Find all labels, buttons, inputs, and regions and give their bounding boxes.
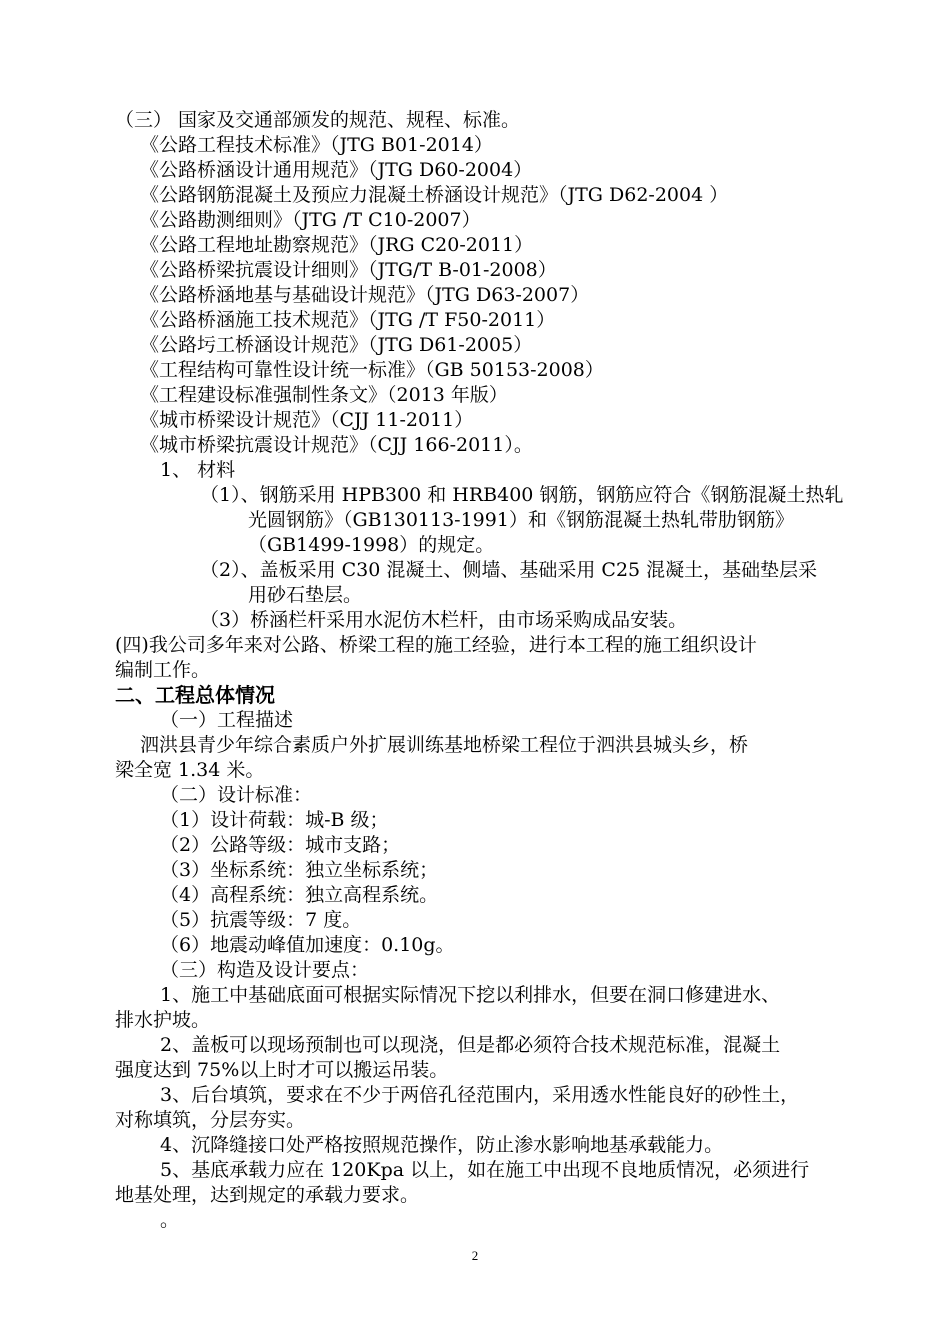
- standard-ref: 《工程结构可靠性设计统一标准》（GB 50153-2008）: [140, 359, 604, 381]
- design-point-cont: 对称填筑，分层夯实。: [115, 1109, 306, 1131]
- subsection-heading: （三）构造及设计要点：: [160, 959, 370, 981]
- materials-item: （3）桥涵栏杆采用水泥仿木栏杆，由市场采购成品安装。: [200, 609, 688, 631]
- design-point-cont: 强度达到 75%以上时才可以搬运吊装。: [115, 1059, 449, 1081]
- standard-ref: 《公路工程技术标准》（JTG B01-2014）: [140, 134, 493, 156]
- standard-ref: 《工程建设标准强制性条文》（2013 年版）: [140, 384, 508, 406]
- design-standard-item: （6）地震动峰值加速度：0.10g。: [160, 934, 455, 956]
- materials-item-cont: 用砂石垫层。: [248, 584, 363, 606]
- section-paragraph-cont: 编制工作。: [115, 659, 211, 681]
- materials-item: （2）、盖板采用 C30 混凝土、侧墙、基础采用 C25 混凝土，基础垫层采: [200, 559, 818, 581]
- subsection-heading: （一）工程描述: [160, 709, 294, 731]
- standard-ref: 《公路圬工桥涵设计规范》（JTG D61-2005）: [140, 334, 533, 356]
- body-paragraph-cont: 梁全宽 1.34 米。: [115, 759, 265, 781]
- standard-ref: 《公路工程地址勘察规范》（JRG C20-2011）: [140, 234, 534, 256]
- chapter-heading: 二、工程总体情况: [115, 683, 275, 707]
- design-standard-item: （2）公路等级：城市支路；: [160, 834, 401, 856]
- standard-ref: 《城市桥梁设计规范》（CJJ 11-2011）: [140, 409, 474, 431]
- design-point-cont: 地基处理，达到规定的承载力要求。: [115, 1184, 420, 1206]
- standard-ref: 《公路桥涵设计通用规范》（JTG D60-2004）: [140, 159, 533, 181]
- body-paragraph: 泗洪县青少年综合素质户外扩展训练基地桥梁工程位于泗洪县城头乡，桥: [140, 734, 749, 756]
- subsection-heading: （二）设计标准：: [160, 784, 313, 806]
- section-heading-3: （三） 国家及交通部颁发的规范、规程、标准。: [115, 109, 521, 131]
- page-number: 2: [471, 1248, 479, 1263]
- materials-item-cont: （GB1499-1998）的规定。: [248, 534, 495, 556]
- design-point: 5、基底承载力应在 120Kpa 以上，如在施工中出现不良地质情况，必须进行: [160, 1159, 810, 1181]
- design-point: 4、沉降缝接口处严格按照规范操作，防止渗水影响地基承载能力。: [160, 1134, 724, 1156]
- design-point: 1、施工中基础底面可根据实际情况下挖以利排水，但要在洞口修建进水、: [160, 984, 781, 1006]
- design-point: 3、后台填筑，要求在不少于两倍孔径范围内，采用透水性能良好的砂性土，: [160, 1084, 800, 1106]
- design-standard-item: （3）坐标系统：独立坐标系统；: [160, 859, 439, 881]
- materials-item-cont: 光圆钢筋》（GB130113-1991）和《钢筋混凝土热轧带肋钢筋》: [248, 509, 794, 531]
- standard-ref: 《公路钢筋混凝土及预应力混凝土桥涵设计规范》（JTG D62-2004 ）: [140, 184, 729, 206]
- standard-ref: 《公路桥梁抗震设计细则》（JTG/T B-01-2008）: [140, 259, 557, 281]
- standard-ref: 《公路勘测细则》（JTG /T C10-2007）: [140, 209, 481, 231]
- standard-ref: 《城市桥梁抗震设计规范》（CJJ 166-2011）。: [140, 434, 533, 456]
- section-paragraph: (四)我公司多年来对公路、桥梁工程的施工经验，进行本工程的施工组织设计: [115, 634, 757, 656]
- standard-ref: 《公路桥涵地基与基础设计规范》（JTG D63-2007）: [140, 284, 590, 306]
- design-standard-item: （1）设计荷载：城-B 级；: [160, 809, 389, 831]
- design-standard-item: （5）抗震等级：7 度。: [160, 909, 362, 931]
- materials-heading: 1、 材料: [160, 459, 236, 481]
- standard-ref: 《公路桥涵施工技术规范》（JTG /T F50-2011）: [140, 309, 556, 331]
- design-standard-item: （4）高程系统：独立高程系统。: [160, 884, 439, 906]
- design-point-cont: 排水护坡。: [115, 1009, 211, 1031]
- design-point: 2、盖板可以现场预制也可以现浇，但是都必须符合技术规范标准，混凝土: [160, 1034, 781, 1056]
- materials-item: （1）、钢筋采用 HPB300 和 HRB400 钢筋，钢筋应符合《钢筋混凝土热轧: [200, 484, 844, 506]
- trailing-mark: 。: [160, 1209, 180, 1231]
